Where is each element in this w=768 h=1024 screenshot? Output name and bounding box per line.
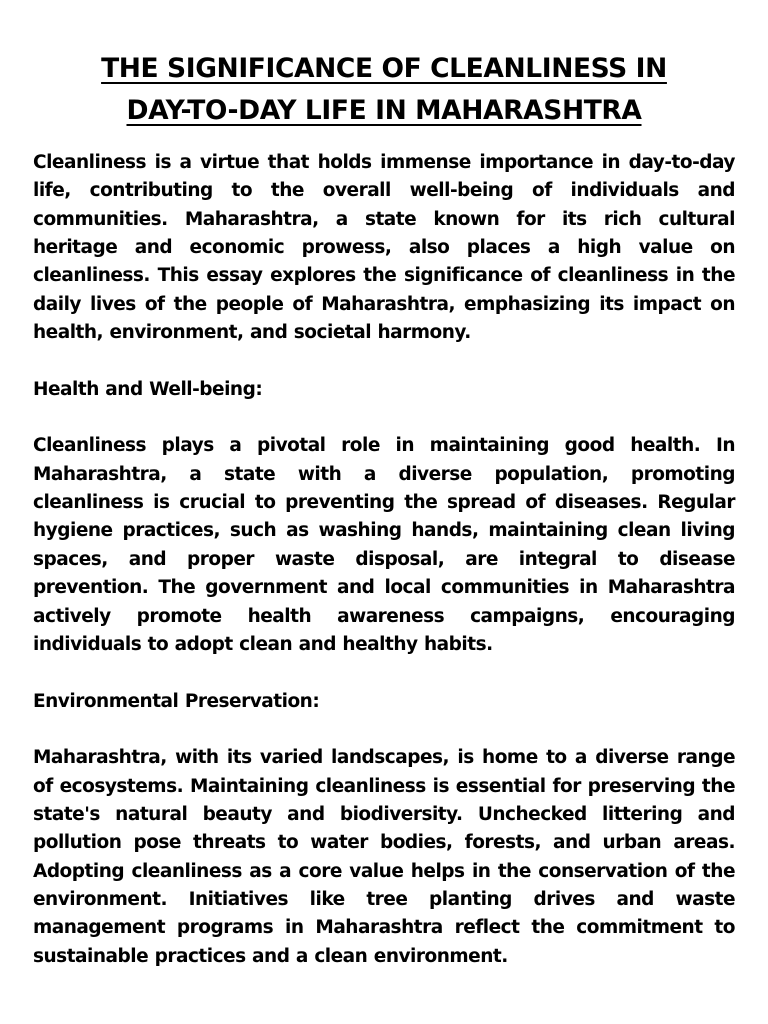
section-body-environment: Maharashtra, with its varied landscapes, is home to a diverse range of ecosystems. Maintaining cleanliness is essential for preserving the state's natural beauty and biodiversity. Unchecked littering and pollution pose threats to water bodies, forests, and urban areas. Adopting cleanliness as a core value helps in the conservation of the environment. Initiatives like tree planting drives and waste management programs in Maharashtra reflect the commitment to sustainable practices and a clean environment.	[33, 747, 735, 967]
section-heading-environment: Environmental Preservation:	[33, 690, 320, 712]
intro-paragraph: Cleanliness is a virtue that holds immense importance in day-to-day life, contributing to the overall well-being of individuals and communities. Maharashtra, a state known for its rich cultural heritage and economic prowess, also places a high value on cleanliness. This essay explores the significance of cleanliness in the daily lives of the people of Maharashtra, emphasizing its impact on health, environment, and societal harmony.	[33, 152, 735, 344]
paragraph-spacer	[33, 347, 735, 375]
section-heading-health: Health and Well-being:	[33, 378, 263, 400]
paragraph-spacer	[33, 716, 735, 744]
title-line-1-wrapper	[40, 48, 728, 90]
paragraph-spacer	[33, 659, 735, 687]
title-line-2: DAY-TO-DAY LIFE IN MAHARASHTRA	[126, 95, 642, 126]
title-line-2-wrapper	[40, 90, 728, 132]
document-title	[40, 48, 728, 132]
document-body	[33, 149, 735, 971]
section-body-health: Cleanliness plays a pivotal role in maintaining good health. In Maharashtra, a state with a diverse population, promoting cleanliness is crucial to preventing the spread of diseases. Regular hygiene practices, such as washing hands, maintaining clean living spaces, and proper waste disposal, are integral to disease prevention. The government and local communities in Maharashtra actively promote health awareness campaigns, encouraging individuals to adopt clean and healthy habits.	[33, 435, 735, 655]
paragraph-spacer	[33, 404, 735, 432]
title-line-1: THE SIGNIFICANCE OF CLEANLINESS IN	[101, 53, 667, 84]
